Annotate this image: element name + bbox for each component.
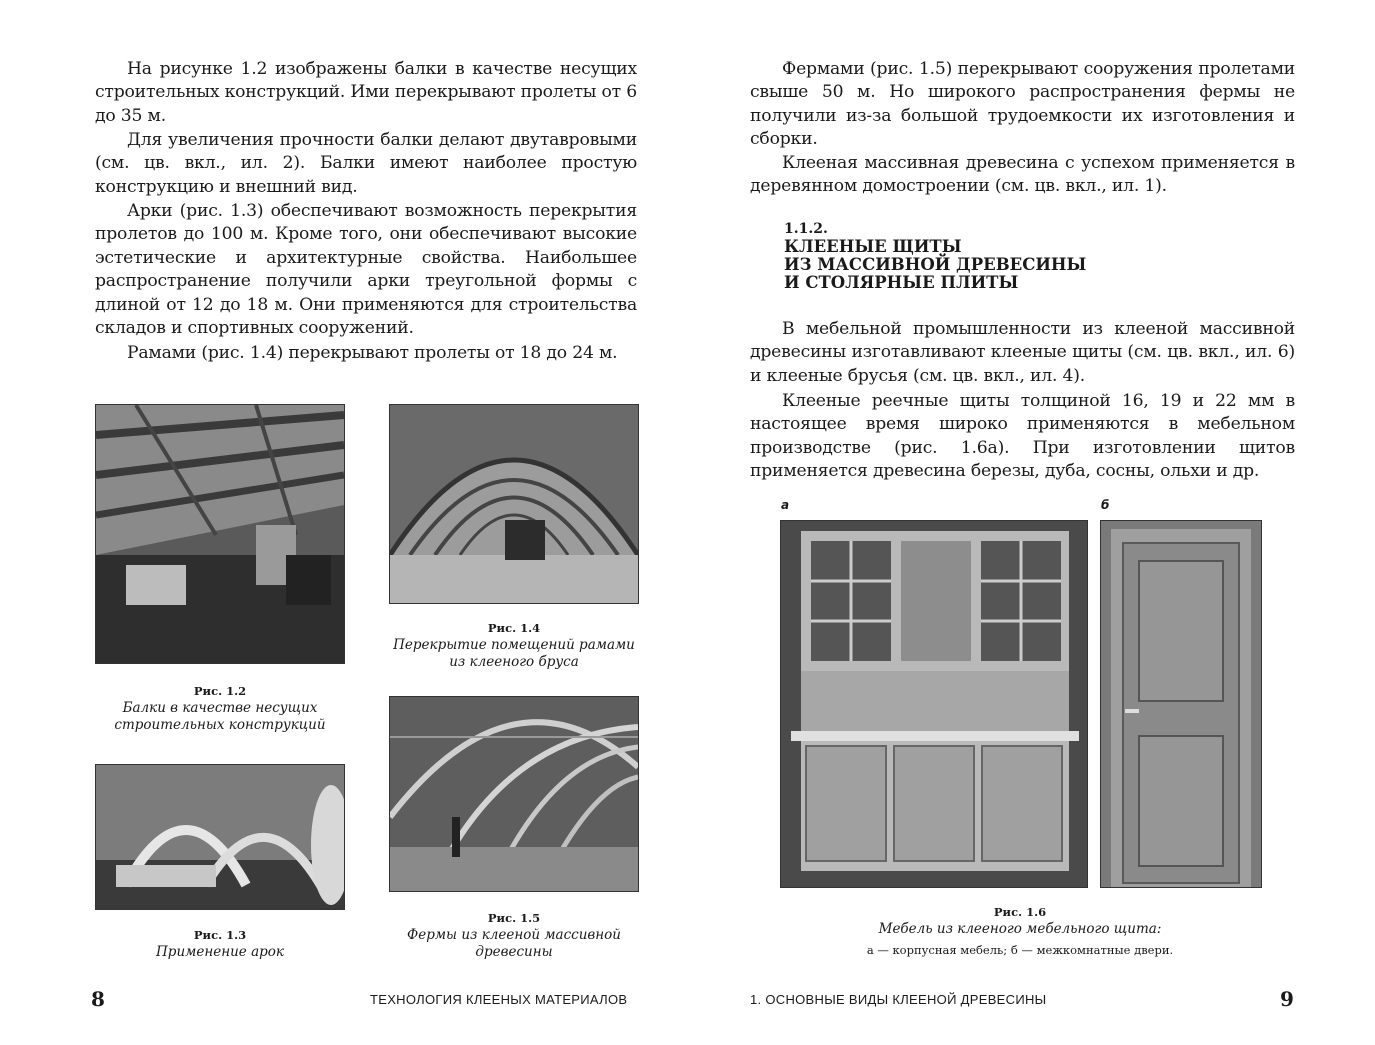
paragraph-housebuilding: Клееная массивная древесина с успехом применяется в деревянном домостроении (см. цв. вкл., ил. 1). bbox=[750, 153, 1295, 197]
figure-1-3-photo bbox=[95, 764, 345, 910]
figure-1-2-caption bbox=[95, 683, 345, 734]
figure-1-6-caption bbox=[780, 904, 1260, 959]
paragraph-arches: Арки (рис. 1.3) обеспечивают возможность перекрытия пролетов до 100 м. Кроме того, они обеспечивают высокие эстетические и архитектурные свойства. Наибольшее распространение получили арки треугольной формы с длиной от 12 до 18 м. Они применяются для строительства складов и спортивных сооружений. bbox=[95, 201, 637, 339]
running-head-right: 1. ОСНОВНЫЕ ВИДЫ КЛЕЕНОЙ ДРЕВЕСИНЫ bbox=[750, 992, 1047, 1007]
paragraph-furniture-industry: В мебельной промышленности из клееной массивной древесины изготавливают клееные щиты (см. цв. вкл., ил. 6) и клееные брусья (см. цв. вкл., ил. 4). bbox=[750, 319, 1295, 386]
figure-1-3-number: Рис. 1.3 bbox=[193, 928, 247, 942]
figure-1-5-text: Фермы из клееной массивной древесины bbox=[407, 927, 621, 960]
figure-1-6-note: а — корпусная мебель; б — межкомнатные двери. bbox=[866, 943, 1174, 957]
paragraph-trusses: Фермами (рис. 1.5) перекрывают сооружения пролетами свыше 50 м. Но широкого распространения фермы не получили из-за большой трудоемкости их изготовления и сборки. bbox=[750, 59, 1295, 150]
figure-1-2-number: Рис. 1.2 bbox=[193, 684, 247, 698]
section-title-line-1: КЛЕЕНЫЕ ЩИТЫ bbox=[784, 237, 962, 256]
figure-1-4-text: Перекрытие помещений рамами из клееного бруса bbox=[393, 637, 635, 670]
section-title-line-2: ИЗ МАССИВНОЙ ДРЕВЕСИНЫ bbox=[784, 255, 1087, 274]
paragraph-frames: Рамами (рис. 1.4) перекрывают пролеты от 18 до 24 м. bbox=[127, 343, 618, 363]
right-page bbox=[690, 0, 1375, 1045]
figure-1-3-text: Применение арок bbox=[156, 944, 284, 960]
figure-1-2-photo bbox=[95, 404, 345, 664]
panel-label-b: б bbox=[1101, 498, 1110, 512]
figure-1-6-number: Рис. 1.6 bbox=[993, 905, 1047, 919]
figure-1-4-photo bbox=[389, 404, 639, 604]
figure-1-6a-photo bbox=[780, 520, 1088, 888]
section-heading bbox=[784, 220, 1264, 292]
figure-1-6b-photo bbox=[1100, 520, 1262, 888]
figure-1-3-caption bbox=[95, 927, 345, 961]
figure-1-6-text: Мебель из клееного мебельного щита: bbox=[878, 921, 1162, 937]
figure-1-4-number: Рис. 1.4 bbox=[487, 621, 541, 635]
panel-label-a: а bbox=[781, 498, 790, 512]
figure-1-5-photo bbox=[389, 696, 639, 892]
page-number-left: 8 bbox=[91, 987, 105, 1011]
paragraph-beams: На рисунке 1.2 изображены балки в качестве несущих строительных конструкций. Ими перекрывают пролеты от 6 до 35 м. bbox=[95, 59, 637, 126]
section-title-line-3: И СТОЛЯРНЫЕ ПЛИТЫ bbox=[784, 273, 1019, 292]
figure-1-5-number: Рис. 1.5 bbox=[487, 911, 541, 925]
figure-1-4-caption bbox=[389, 620, 639, 671]
running-head-left: ТЕХНОЛОГИЯ КЛЕЕНЫХ МАТЕРИАЛОВ bbox=[370, 992, 628, 1007]
page-number-right: 9 bbox=[1280, 987, 1294, 1011]
figure-1-2-text: Балки в качестве несущих строительных конструкций bbox=[114, 700, 326, 733]
paragraph-i-beams: Для увеличения прочности балки делают двутавровыми (см. цв. вкл., ил. 2). Балки имеют наиболее простую конструкцию и внешний вид. bbox=[95, 130, 637, 197]
paragraph-panels: Клееные реечные щиты толщиной 16, 19 и 22 мм в настоящее время широко применяются в мебельном производстве (рис. 1.6а). При изготовлении щитов применяется древесина березы, дуба, сосны, ольхи и др. bbox=[750, 391, 1295, 482]
figure-1-5-caption bbox=[389, 910, 639, 961]
section-number: 1.1.2. bbox=[784, 221, 828, 237]
